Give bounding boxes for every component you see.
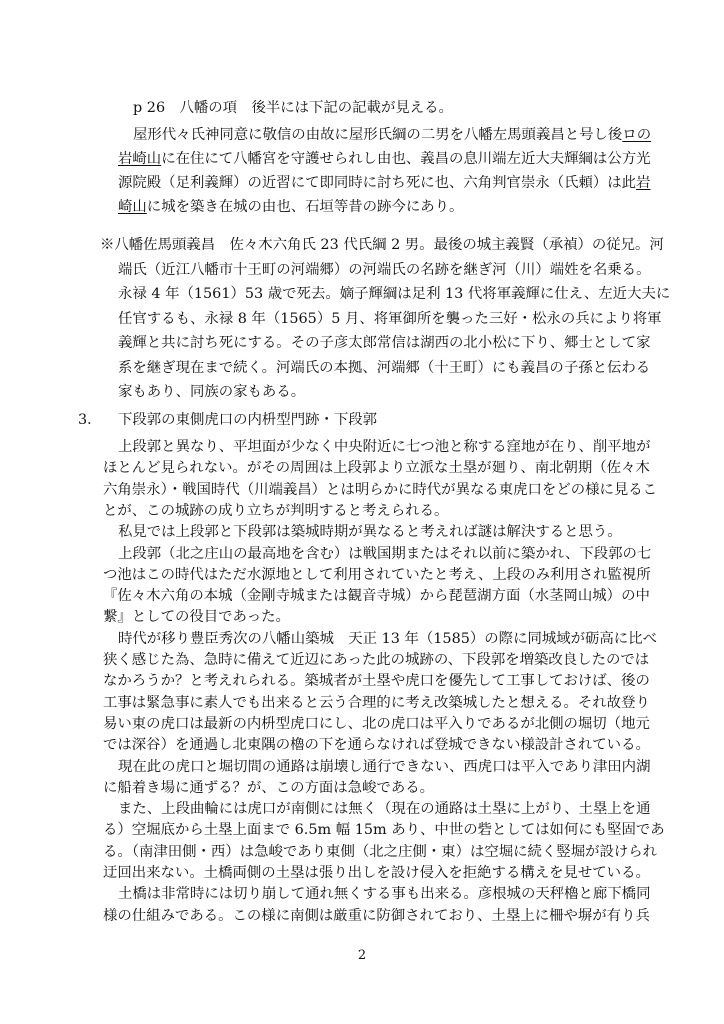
note-line: 系を継ぎ現在まで続く。河端氏の本拠、河端郷（十王町）にも義昌の子孫と伝わる — [118, 359, 651, 376]
quote-intro: p 26 八幡の項 後半には下記の記載が見える。 — [133, 100, 453, 116]
body-line: つ池はこの時代はただ水源地として利用されていたと考え、上段のみ利用され監視所 — [103, 566, 651, 583]
quote-text: 源院殿（足利義輝）の近習にて即同時に討ち死に也、六角判官崇永（氏頼）は此 — [118, 175, 637, 191]
note-line: 家もあり、同族の家もある。 — [118, 384, 306, 400]
body-line: とが、この城跡の成り立ちが判明すると考えられる。 — [103, 502, 449, 519]
quote-text: に城を築き在城の由也、石垣等昔の跡今にあり。 — [146, 199, 464, 215]
body-line: 土橋は非常時には切り崩して通れ無くする事も出来る。彦根城の天秤櫓と廊下橋同 — [118, 886, 651, 903]
note-line: 義輝と共に討ち死にする。その子彦太郎常信は湖西の北小松に下り、郷士として家 — [118, 335, 651, 351]
quote-text: 屋形代々氏神同意に敬信の由故に屋形氏綱の二男を八幡左馬頭義昌と号し後 — [133, 127, 623, 143]
section-title: 下段郭の東側虎口の内枡型門跡・下段郭 — [118, 412, 378, 428]
quote-line — [118, 174, 650, 192]
body-line: に船着き場に通ずる？が、この方面は急峻である。 — [103, 779, 434, 796]
body-line: 様の仕組みである。この様に南側は厳重に防御されており、土塁上に柵や塀が有り兵 — [103, 907, 650, 924]
body-line: なかろうか？と考えれられる。築城者が土塁や虎口を優先して工事しておけば、後の — [103, 673, 650, 690]
section-number: 3． — [78, 412, 102, 428]
body-line: る。（南津田側・西）は急峻であり東側（北之庄側・東）は空堀に続く竪堀が設けられ — [103, 843, 658, 860]
quote-text: に在住にて八幡宮を守護せられし由也、義昌の息川端左近大夫輝綱は公方光 — [161, 151, 651, 167]
body-line: 『佐々木六角の本城（金剛寺城または観音寺城）から琵琶湖方面（水茎岡山城）の中 — [103, 588, 650, 605]
body-line: る）空堀底から土塁上面まで 6.5m 幅 15m あり、中世の砦としては如何にも堅固であ — [103, 822, 665, 839]
quote-line — [133, 126, 651, 144]
quote-line — [118, 198, 463, 216]
body-line: 工事は緊急事に素人でも出来ると云う合理的に考え改築城したと想える。それ故登り — [103, 694, 650, 711]
note-heading-line: ※八幡佐馬頭義昌 佐々木六角氏 23 代氏綱 2 男。最後の城主義賢（承禎）の従兄。河 — [100, 237, 664, 253]
quote-line — [118, 150, 650, 168]
underlined-place-name: 岩崎山 — [118, 151, 162, 167]
body-line: 狭く感じた為、急時に備えて近辺にあった此の城跡の、下段郭を増築改良したのでは — [103, 652, 650, 668]
body-line: 時代が移り豊臣秀次の八幡山築城 天正 13 年（1585）の際に同城域が砺高に比べ — [118, 630, 657, 647]
body-line: また、上段曲輪には虎口が南側には無く（現在の通路は土塁に上がり、土塁上を通 — [118, 801, 651, 818]
body-line: 迂回出来ない。土橋両側の土塁は張り出しを設け侵入を拒絶する構えを見せている。 — [103, 865, 650, 881]
underlined-place-name: ロの — [622, 127, 652, 143]
body-line: 私見では上段郭と下段郭は築城時期が異なると考えれば謎は解決すると思う。 — [118, 524, 622, 541]
page-number: 2 — [357, 948, 367, 963]
body-line: 繋』としての役目であった。 — [103, 609, 290, 626]
note-line: 永禄 4 年（1561）53 歳で死去。嫡子輝綱は足利 13 代将軍義輝に仕え、左近大夫に — [118, 286, 671, 302]
body-line: 易い東の虎口は最新の内枡型虎口にし、北の虎口は平入りであるが北側の堀切（地元 — [103, 715, 650, 732]
body-line: 現在此の虎口と堀切間の通路は崩壊し通行できない、西虎口は平入であり津田内湖 — [118, 758, 651, 775]
body-line: 上段郭と異なり、平坦面が少なく中央附近に七つ池と称する窪地が在り、削平地が — [118, 439, 651, 455]
note-line: 任官するも、永禄 8 年（1565）5 月、将軍御所を襲った三好・松永の兵により将軍 — [118, 310, 662, 327]
body-line: ほとんど見られない。がその周囲は上段郭より立派な土塁が廻り、南北朝期（佐々木 — [103, 460, 650, 477]
body-line: では深谷）を通過し北東隅の櫓の下を通らなければ登城できない様設計されている。 — [103, 737, 650, 754]
note-line: 端氏（近江八幡市十王町の河端郷）の河端氏の名跡を継ぎ河（川）端姓を名乗る。 — [118, 261, 651, 278]
body-line: 六角崇永）・戦国時代（川端義昌）とは明らかに時代が異なる東虎口をどの様に見るこ — [103, 481, 658, 498]
body-line: 上段郭（北之庄山の最高地を含む）は戦国期またはそれ以前に築かれ、下段郭の七 — [118, 545, 652, 562]
underlined-place-name: 岩 — [636, 175, 651, 191]
underlined-place-name: 崎山 — [118, 199, 147, 215]
